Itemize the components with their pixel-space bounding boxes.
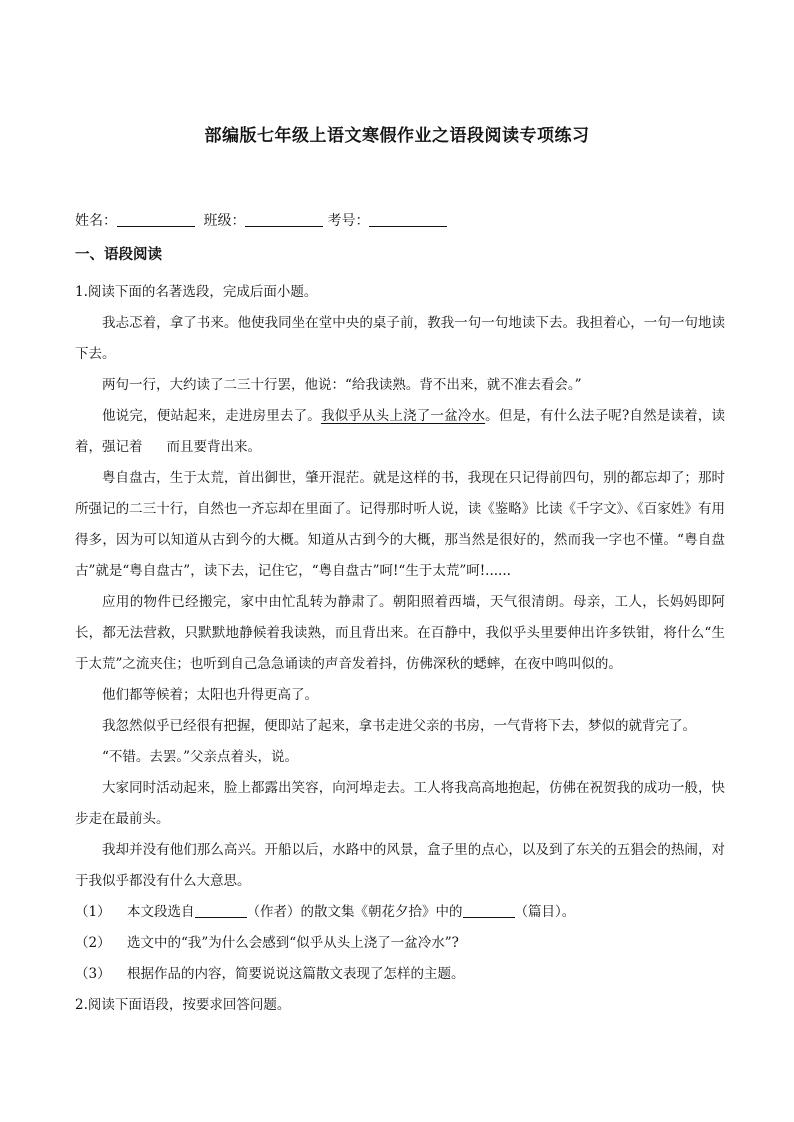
- passage-paragraph: 两句一行，大约读了二三十行罢，他说：“给我读熟。背不出来，就不准去看会。”: [102, 377, 582, 393]
- passage-paragraph: 粤自盘古，生于太荒，首出御世，肇开混茫。就是这样的书，我现在只记得前四句，别的都忘却了；那时所强记的二三十行，自然也一齐忘却在里面了。记得那时听人说，读《鉴略》比读《千字文》、《百家姓》有用得多，因为可以知道从古到今的大概。知道从古到今的大概，那当然是很好的，然而我一字也不懂。“粤自盘古”就是“粤自盘古”，读下去，记住它，“粤自盘古”呵!“生于太荒”呵!......: [75, 470, 725, 579]
- answer-blank-author[interactable]: [195, 903, 247, 918]
- name-blank[interactable]: [117, 212, 195, 227]
- passage-paragraph: 他们都等候着；太阳也升得更高了。: [102, 687, 318, 703]
- passage-paragraph: 我忐忑着，拿了书来。他使我同坐在堂中央的桌子前，教我一句一句地读下去。我担着心，一句一句地读下去。: [75, 315, 725, 362]
- sub-question-text: 本文段选自: [127, 904, 195, 920]
- passage-paragraph: 我却并没有他们那么高兴。开船以后，水路中的风景，盒子里的点心，以及到了东关的五猖会的热闹，对于我似乎都没有什么大意思。: [75, 842, 725, 889]
- class-label: 班级：: [203, 213, 246, 229]
- student-info-line: [75, 210, 451, 230]
- section-heading: 一、语段阅读: [75, 247, 162, 263]
- passage-paragraph: 我忽然似乎已经很有把握，便即站了起来，拿书走进父亲的书房，一气背将下去，梦似的就背完了。: [102, 718, 696, 734]
- sub-question-text: （篇目）。: [514, 904, 576, 920]
- sub-question-3: [75, 959, 725, 990]
- page-title: 部编版七年级上语文寒假作业之语段阅读专项练习: [204, 126, 590, 146]
- passage-paragraph: 应用的物件已经搬完，家中由忙乱转为静肃了。朝阳照着西墙，天气很清朗。母亲，工人，长妈妈即阿长，都无法营救，只默默地静候着我读熟，而且背出来。在百静中，我似乎头里要伸出许多铁钳，将什么“生于太荒”之流夹住；也听到自己急急诵读的声音发着抖，仿佛深秋的蟋蟀，在夜中鸣叫似的。: [75, 594, 725, 672]
- sub-question-text: 根据作品的内容，简要说说这篇散文表现了怎样的主题。: [127, 966, 465, 982]
- question-1-prompt: 1.阅读下面的名著选段，完成后面小题。: [75, 284, 318, 300]
- paragraph-text: 。但是，有什么法子呢?自然是读着，读着，强记着: [75, 408, 725, 455]
- passage-paragraph: “不错。去罢。”父亲点着头，说。: [102, 749, 299, 765]
- underlined-sentence: 我似乎从头上浇了一盆冷水: [320, 408, 486, 424]
- exam-number-label: 考号：: [327, 213, 370, 229]
- answer-blank-title[interactable]: [463, 903, 515, 918]
- question-2-prompt: 2.阅读下面语段，按要求回答问题。: [75, 997, 291, 1013]
- sub-question-number: （2）: [75, 935, 111, 951]
- name-label: 姓名：: [75, 213, 117, 229]
- paragraph-text: 而且要背出来。: [166, 439, 261, 455]
- passage-paragraph: [75, 401, 725, 463]
- paragraph-text: 他说完，便站起来，走进房里去了。: [102, 408, 321, 424]
- class-blank[interactable]: [245, 212, 323, 227]
- exam-number-blank[interactable]: [369, 212, 447, 227]
- sub-question-number: （1）: [75, 904, 111, 920]
- sub-question-1: [75, 897, 725, 928]
- sub-question-2: [75, 928, 725, 959]
- sub-question-text: （作者）的散文集《朝花夕拾》中的: [246, 904, 463, 920]
- sub-question-number: （3）: [75, 966, 111, 982]
- sub-question-text: 选文中的“我”为什么会感到“似乎从头上浇了一盆冷水”?: [127, 935, 459, 951]
- question-content: [75, 277, 725, 1021]
- passage-paragraph: 大家同时活动起来，脸上都露出笑容，向河埠走去。工人将我高高地抱起，仿佛在祝贺我的成功一般，快步走在最前头。: [75, 780, 725, 827]
